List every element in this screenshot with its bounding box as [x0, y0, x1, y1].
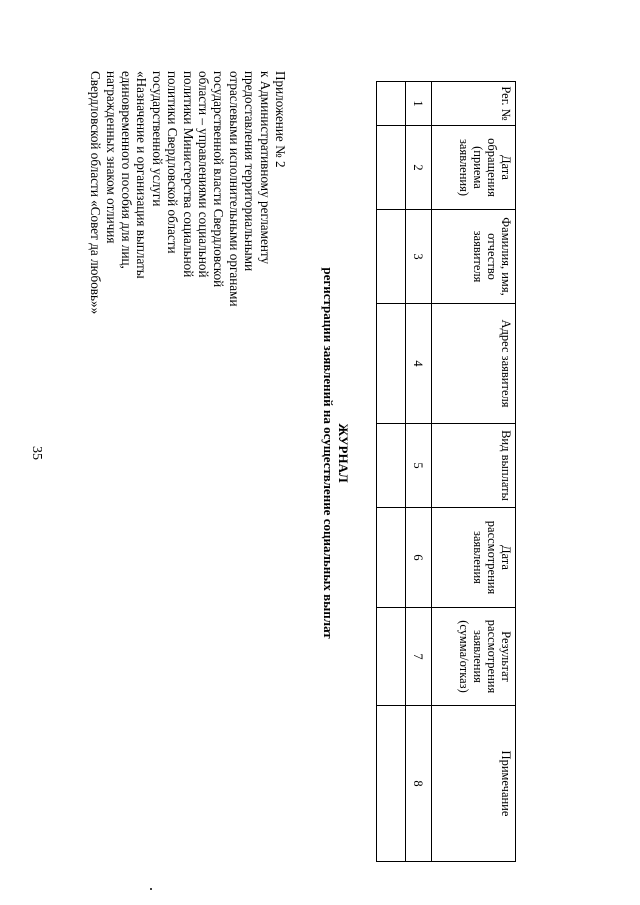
empty-cell	[377, 126, 406, 210]
appendix-line: единовременного пособия для лиц,	[119, 71, 135, 269]
empty-cell	[377, 210, 406, 304]
appendix-line: Свердловской области «Совет да любовь»»	[88, 71, 104, 315]
appendix-line: предоставления территориальными	[242, 71, 258, 272]
column-number-cell: 8	[405, 706, 431, 862]
table-empty-row	[377, 82, 406, 862]
header-cell-applicant-address: Адрес заявителя	[431, 304, 515, 424]
column-number-cell: 7	[405, 608, 431, 706]
table-header-row	[431, 82, 515, 862]
header-cell-payment-type: Вид выплаты	[431, 424, 515, 508]
empty-cell	[377, 706, 406, 862]
header-cell-note: Примечание	[431, 706, 515, 862]
appendix-line: государственной услуги	[149, 71, 165, 207]
journal-table	[376, 81, 516, 862]
appendix-line: награжденных знаком отличия	[103, 71, 119, 244]
appendix-line: «Назначение и организация выплаты	[134, 71, 150, 279]
empty-cell	[377, 82, 406, 126]
header-cell-review-result: Результат рассмотрения заявления (сумма/отказ)	[431, 608, 515, 706]
column-number-cell: 3	[405, 210, 431, 304]
header-cell-applicant-name: Фамилия, имя, отчество заявителя	[431, 210, 515, 304]
column-number-cell: 1	[405, 82, 431, 126]
journal-title: ЖУРНАЛ	[336, 423, 351, 483]
column-number-cell: 6	[405, 508, 431, 608]
table-numbers-row	[405, 82, 431, 862]
column-number-cell: 4	[405, 304, 431, 424]
column-number-cell: 5	[405, 424, 431, 508]
header-cell-review-date: Дата рассмотрения заявления	[431, 508, 515, 608]
appendix-note	[88, 71, 288, 371]
appendix-line: Приложение № 2	[273, 71, 289, 168]
page-number: 35	[29, 446, 44, 460]
header-cell-reg-number: Рег. №	[431, 82, 515, 126]
empty-cell	[377, 304, 406, 424]
appendix-line: области – управлениями социальной	[196, 71, 212, 278]
empty-cell	[377, 608, 406, 706]
appendix-line: политики Свердловской области	[165, 71, 181, 254]
header-cell-date-application: Дата обращения (приема заявления)	[431, 126, 515, 210]
appendix-line: отраслевыми исполнительными органами	[226, 71, 242, 307]
empty-cell	[377, 424, 406, 508]
appendix-line: к Административному регламенту	[257, 71, 273, 265]
journal-heading	[321, 233, 351, 673]
journal-subtitle: регистрации заявлений на осуществление социальных выплат	[321, 267, 336, 639]
empty-cell	[377, 508, 406, 608]
journal-table-wrapper	[376, 81, 516, 861]
appendix-line: политики Министерства социальной	[180, 71, 196, 278]
scan-speck	[150, 888, 152, 890]
appendix-line: государственной власти Свердловской	[211, 71, 227, 288]
column-number-cell: 2	[405, 126, 431, 210]
